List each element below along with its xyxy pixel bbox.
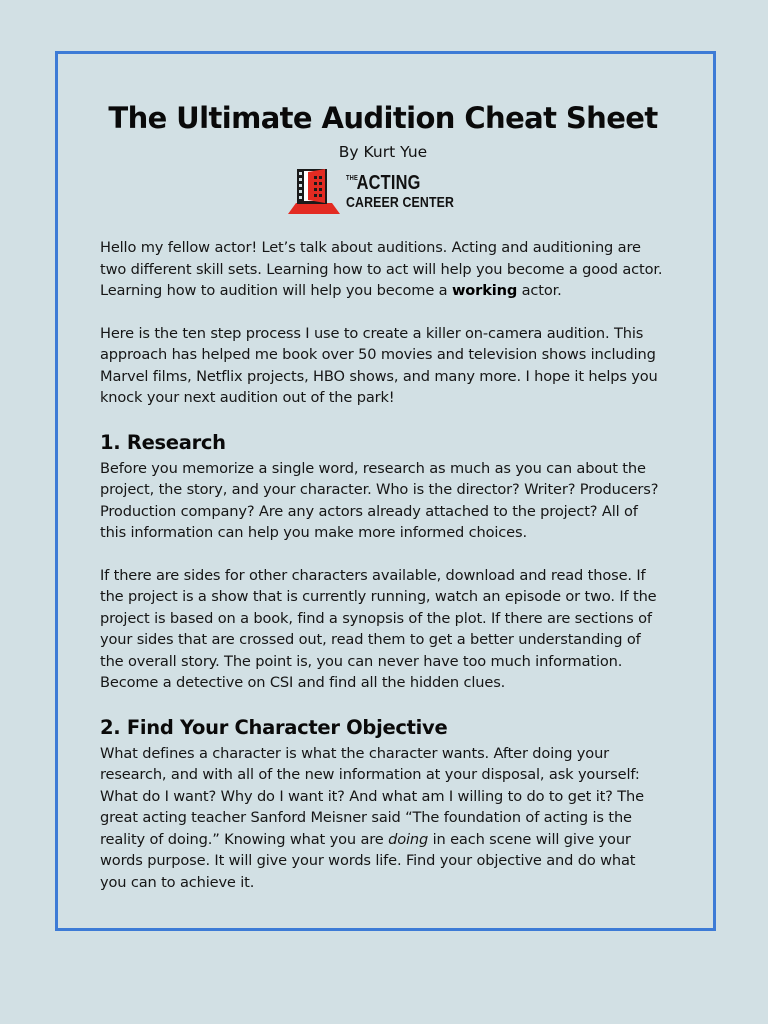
section-heading-research: 1. Research bbox=[100, 430, 226, 454]
intro-p1-text-end: actor. bbox=[517, 282, 562, 299]
section-heading-objective: 2. Find Your Character Objective bbox=[100, 715, 448, 739]
logo-acting: ACTING bbox=[356, 171, 421, 194]
objective-p1-text-end: in each scene will give your words purpose. It will give your words life. Find your objective and do what you can to achieve it. bbox=[100, 830, 636, 891]
film-door-logo-icon bbox=[288, 167, 340, 215]
intro-paragraph-1 bbox=[100, 237, 666, 302]
research-paragraph-1: Before you memorize a single word, research as much as you can about the project, the story, and your character. Who is the director? Writer? Producers? Production company? Are any actors already attached to the project? All of this information can help you make more informed choices. bbox=[100, 459, 659, 541]
objective-p1-text: What defines a character is what the character wants. After doing your research, and with all of the new information at your disposal, ask yourself: What do I want? Why do I want it? And what am I willing to do to get it? The great acting teacher Sanford Meisner said “The foundation of acting is the reality of doing.” Knowing what you are bbox=[100, 744, 644, 848]
intro-p1-emphasis: working bbox=[451, 282, 518, 299]
intro-p1-text: Hello my fellow actor! Let’s talk about auditions. Acting and auditioning are two different skill sets. Learning how to act will help you become a good actor. Learning how to audition will help you become a bbox=[100, 239, 663, 299]
author-byline: By Kurt Yue bbox=[338, 143, 428, 161]
document-title: The Ultimate Audition Cheat Sheet bbox=[108, 101, 658, 135]
research-paragraph-2: If there are sides for other characters available, download and read those. If the project is a show that is currently running, watch an episode or two. If the project is based on a book, find a synopsis of the plot. If there are sections of your sides that are crossed out, read them to get a better understanding of the overall story. The point is, you can never have too much information. Become a detective on CSI and find all the hidden clues. bbox=[100, 566, 657, 691]
objective-paragraph-1 bbox=[100, 743, 666, 894]
logo-the: THE bbox=[346, 174, 359, 182]
objective-p1-emphasis: doing bbox=[388, 830, 429, 848]
document-body bbox=[100, 96, 666, 893]
intro-paragraph-2: Here is the ten step process I use to create a killer on-camera audition. This approach has helped me book over 50 movies and television shows including Marvel films, Netflix projects, HBO shows, and many more. I hope it helps you knock your next audition out of the park! bbox=[100, 324, 658, 406]
logo-career-center: CAREER CENTER bbox=[346, 193, 455, 211]
acting-career-center-logo bbox=[100, 167, 666, 215]
logo-wordmark bbox=[346, 173, 478, 210]
